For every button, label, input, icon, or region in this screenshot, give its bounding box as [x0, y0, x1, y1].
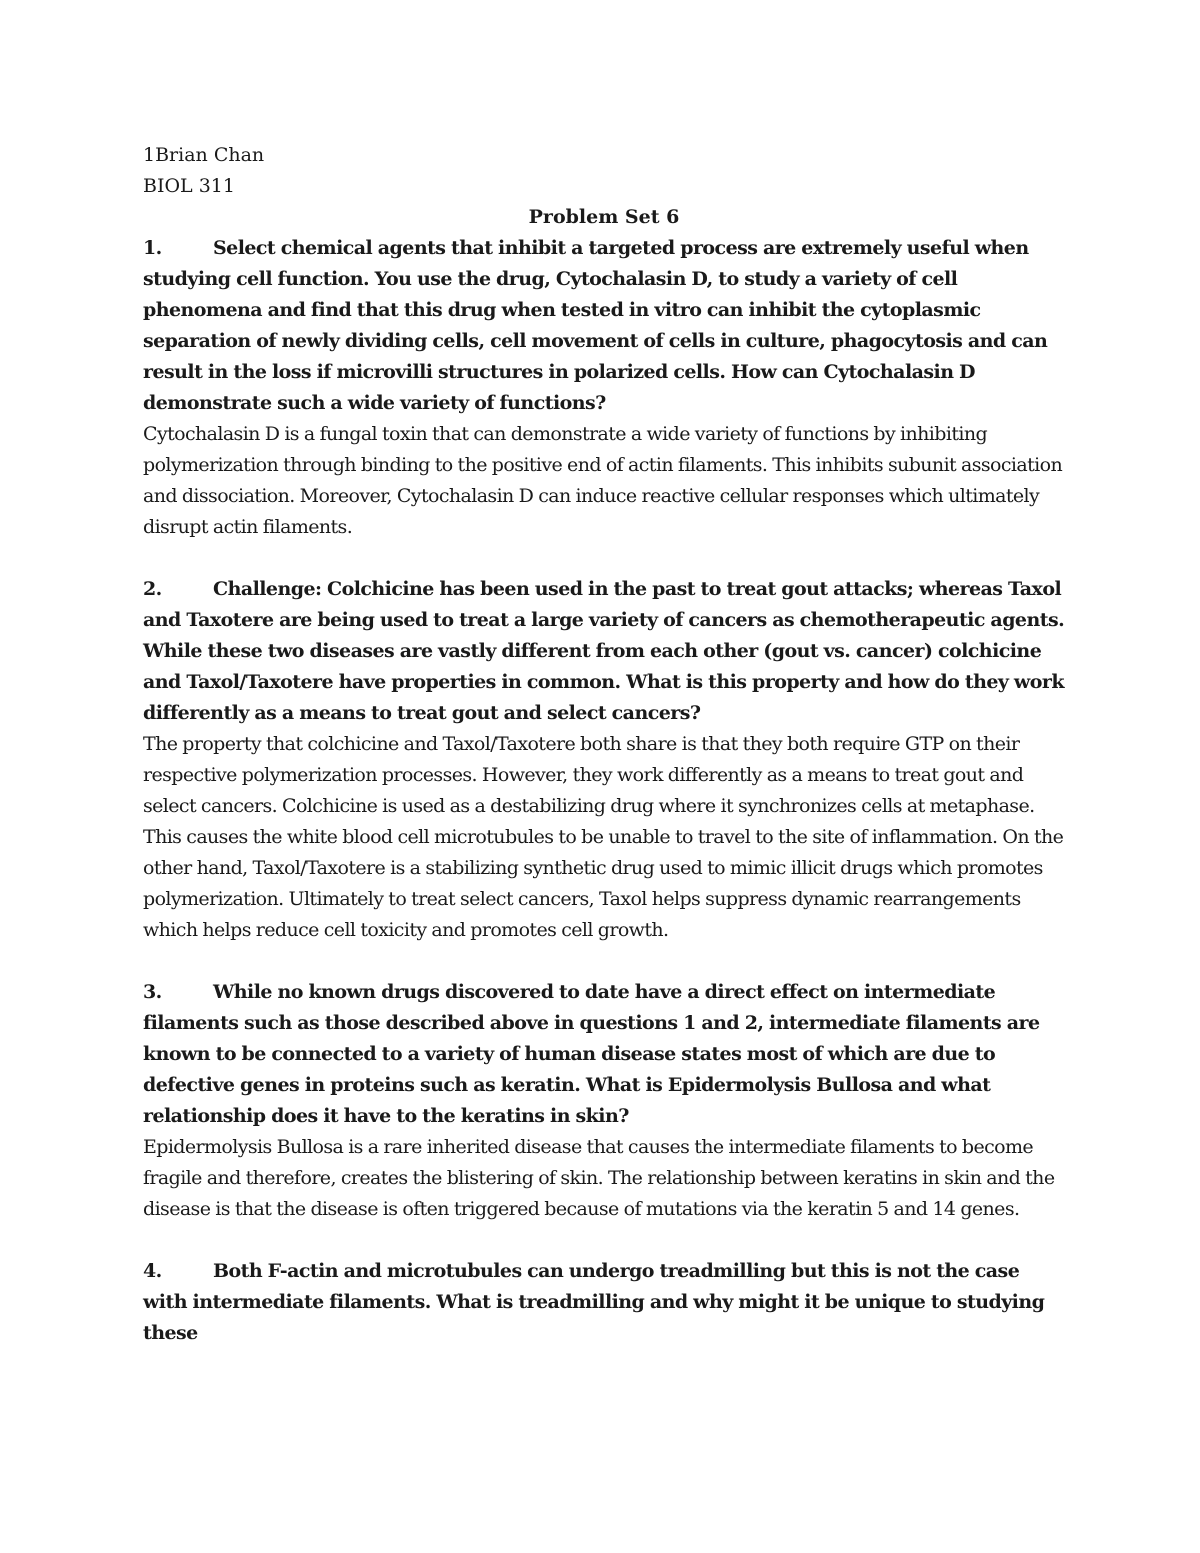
course-code: BIOL 311: [143, 175, 235, 197]
question-4: [143, 1256, 1065, 1349]
question-text: Select chemical agents that inhibit a targeted process are extremely useful when studying cell function. You use the drug, Cytochalasin D, to study a variety of cell phenomena and find that this drug when tested in vitro can inhibit the cytoplasmic separation of newly dividing cells, cell movement of cells in culture, phagocytosis and can result in the loss if microvilli structures in polarized cells. How can Cytochalasin D demonstrate such a wide variety of functions?: [143, 237, 1048, 414]
question-text: Both F-actin and microtubules can undergo treadmilling but this is not the case with intermediate filaments. What is treadmilling and why might it be unique to studying these: [143, 1260, 1045, 1344]
question-3: [143, 977, 1065, 1132]
answer-2: The property that colchicine and Taxol/Taxotere both share is that they both require GTP on their respective polymerization processes. However, they work differently as a means to treat gout and select cancers. Colchicine is used as a destabilizing drug where it synchronizes cells at metaphase. This causes the white blood cell microtubules to be unable to travel to the site of inflammation. On the other hand, Taxol/Taxotere is a stabilizing synthetic drug used to mimic illicit drugs which promotes polymerization. Ultimately to treat select cancers, Taxol helps suppress dynamic rearrangements which helps reduce cell toxicity and promotes cell growth.: [143, 733, 1064, 941]
question-2: [143, 574, 1065, 729]
answer-1: Cytochalasin D is a fungal toxin that can demonstrate a wide variety of functions by inhibiting polymerization through binding to the positive end of actin filaments. This inhibits subunit association and dissociation. Moreover, Cytochalasin D can induce reactive cellular responses which ultimately disrupt actin filaments.: [143, 423, 1063, 538]
document-content: [143, 140, 1065, 1349]
question-text: Challenge: Colchicine has been used in the past to treat gout attacks; whereas Taxol and Taxotere are being used to treat a large variety of cancers as chemotherapeutic agents. While these two diseases are vastly different from each other (gout vs. cancer) colchicine and Taxol/Taxotere have properties in common. What is this property and how do they work differently as a means to treat gout and select cancers?: [143, 578, 1065, 724]
question-1: [143, 233, 1065, 419]
document-title: Problem Set 6: [528, 206, 680, 228]
answer-3: Epidermolysis Bullosa is a rare inherited disease that causes the intermediate filaments to become fragile and therefore, creates the blistering of skin. The relationship between keratins in skin and the disease is that the disease is often triggered because of mutations via the keratin 5 and 14 genes.: [143, 1136, 1055, 1220]
question-number: 3.: [143, 981, 162, 1003]
question-number: 4.: [143, 1260, 162, 1282]
question-number: 1.: [143, 237, 162, 259]
question-text: While no known drugs discovered to date have a direct effect on intermediate filaments such as those described above in questions 1 and 2, intermediate filaments are known to be connected to a variety of human disease states most of which are due to defective genes in proteins such as keratin. What is Epidermolysis Bullosa and what relationship does it have to the keratins in skin?: [143, 981, 1040, 1127]
author-name: 1Brian Chan: [143, 144, 265, 166]
question-number: 2.: [143, 578, 162, 600]
